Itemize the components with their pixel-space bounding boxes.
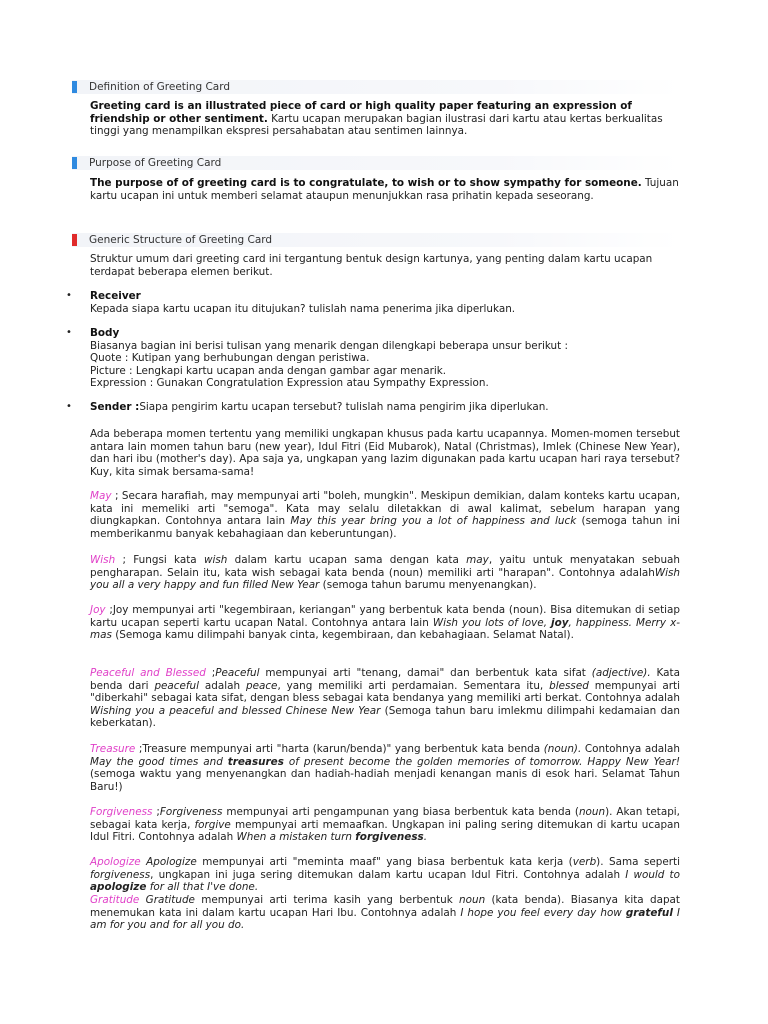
may-example: May this year bring you a lot of happiness and luck — [290, 515, 577, 528]
may-text: ; Secara harafiah, may mempunyai arti "boleh, mungkin". Meskipun demikian, dalam konteks kartu ucapan, kata ini memeliki arti "semoga". Kata may selalu diletakkan di awal kalimat, sebelum harapan yang diungkapkan. Contohnya antara lain — [90, 490, 680, 528]
sender-title: Sender : — [90, 401, 140, 413]
peaceful-example: Wishing you a peaceful and blessed Chinese New Year — [90, 704, 381, 717]
body-line: Biasanya bagian ini berisi tulisan yang menarik dengan dilengkapi beberapa unsur berikut : — [90, 339, 569, 352]
heading-purpose-text: Purpose of Greeting Card — [89, 157, 222, 169]
forgiveness-example: . — [423, 831, 428, 844]
peaceful-text: , yang memiliki arti perdamaian. Sementara itu, — [277, 679, 550, 692]
gratitude-text: mempunyai arti terima kasih yang berbentuk — [194, 894, 460, 906]
keyword-gratitude: Gratitude — [90, 894, 140, 906]
treasure-text: Contohnya adalah — [581, 743, 680, 755]
forgiveness-paragraph — [90, 806, 680, 844]
gratitude-term: Gratitude — [145, 894, 195, 906]
treasure-term: (noun). — [543, 743, 582, 755]
apologize-text: , ungkapan ini juga sering ditemukan dalam kartu ucapan Idul Fitri. Contohnya adalah — [150, 868, 626, 881]
wish-term: wish — [203, 554, 228, 566]
purpose-paragraph — [90, 177, 680, 202]
gratitude-example: I am for you and for all you do. — [90, 906, 680, 932]
wish-example: Wish you all a very happy and fun filled New Year — [90, 566, 680, 592]
peaceful-term: (adjective). — [591, 667, 651, 679]
purpose-normal: Tujuan kartu ucapan ini untuk memberi selamat ataupun menunjukkan rasa prihatin kepada seseorang. — [90, 177, 679, 202]
peaceful-text: ; — [205, 667, 216, 679]
body-line: Expression : Gunakan Congratulation Expression atau Sympathy Expression. — [90, 377, 489, 390]
bullet: • — [66, 327, 72, 338]
peaceful-text: mempunyai arti "diberkahi" sebagai kata sifat, dengan bless sebagai kata bendanya yang memiliki arti berkat. Contohnya adalah — [90, 679, 681, 705]
definition-bold: Greeting card is an illustrated piece of card or high quality paper featuring an expression of friendship or other sentiment. — [90, 100, 632, 125]
bullet: • — [66, 401, 72, 412]
heading-marker-blue — [72, 157, 77, 169]
treasure-paragraph — [90, 743, 680, 793]
heading-definition — [72, 80, 680, 94]
forgiveness-term: noun — [578, 806, 606, 818]
peaceful-term: blessed — [549, 679, 589, 692]
heading-structure-text: Generic Structure of Greeting Card — [89, 234, 273, 246]
body-line: Quote : Kutipan yang berhubungan dengan peristiwa. — [90, 352, 370, 365]
forgiveness-text: mempunyai arti pengampunan yang biasa berbentuk kata benda ( — [222, 806, 579, 818]
definition-paragraph — [90, 100, 680, 138]
may-paragraph — [90, 490, 680, 540]
forgiveness-term: Forgiveness — [159, 806, 223, 818]
wish-text: , yaitu untuk menyatakan sebuah pengharapan. Selain itu, kata wish sebagai kata benda (noun) memiliki arti "harapan". Contohnya adalah — [90, 554, 680, 579]
joy-paragraph — [90, 604, 680, 642]
joy-translation: (Semoga kamu dilimpahi banyak cinta, kegembiraan, dan kebahagiaan. Selamat Natal). — [111, 629, 574, 642]
heading-definition-text: Definition of Greeting Card — [89, 81, 231, 93]
receiver-title: Receiver — [90, 290, 141, 302]
body-title: Body — [90, 327, 120, 339]
apologize-term: forgiveness — [90, 868, 151, 881]
apologize-term: verb — [572, 856, 597, 868]
treasure-example-bold: treasures — [227, 755, 284, 768]
joy-text: ;Joy mempunyai arti "kegembiraan, keriangan" yang berbentuk kata benda (noun). Bisa ditemukan di setiap kartu ucapan seperti kartu ucapan Natal. Contohnya antara lain — [90, 604, 680, 629]
peaceful-term: peaceful — [154, 679, 200, 692]
keyword-forgiveness: Forgiveness — [90, 806, 153, 818]
joy-example: , happiness. Merry x-mas — [90, 616, 680, 642]
moments-intro: Ada beberapa momen tertentu yang memiliki ungkapan khusus pada kartu ucapannya. Momen-momen tersebut antara lain momen tahun baru (new year), Idul Fitri (Eid Mubarok), Natal (Christmas), Imlek (Chinese New Year), dan hari ibu (mother's day). Apa saja ya, ungkapan yang lazim digunakan pada kartu ucapan hari raya tersebut? Kuy, kita simak bersama-sama! — [90, 428, 680, 478]
forgiveness-term: forgive — [194, 818, 231, 831]
wish-paragraph — [90, 554, 680, 592]
keyword-may: May — [90, 490, 112, 502]
treasure-translation: (semoga waktu yang menyenangkan dan hadiah-hadiah menjadi kenangan manis di esok hari. Selamat Tahun Baru!) — [90, 768, 680, 793]
apologize-paragraph — [90, 856, 680, 894]
heading-marker-blue — [72, 81, 77, 93]
heading-structure — [72, 233, 680, 247]
peaceful-text: Kata benda dari — [90, 667, 680, 692]
apologize-example: I would to — [625, 868, 680, 881]
keyword-apologize: Apologize — [90, 856, 141, 868]
keyword-wish: Wish — [90, 554, 116, 566]
heading-marker-red — [72, 234, 77, 246]
keyword-peaceful-blessed: Peaceful and Blessed — [90, 667, 206, 679]
peaceful-text: adalah — [199, 679, 246, 692]
receiver-text: Kepada siapa kartu ucapan itu ditujukan? tulislah nama penerima jika diperlukan. — [90, 302, 516, 315]
heading-purpose — [72, 156, 680, 170]
gratitude-text: (kata benda). Biasanya kita dapat menemukan kata ini dalam kartu ucapan Hari Ibu. Contohnya adalah — [90, 894, 680, 919]
peaceful-translation: (Semoga tahun baru imlekmu dilimpahi kedamaian dan keberkatan). — [90, 704, 680, 730]
forgiveness-example: When a mistaken turn — [236, 831, 356, 844]
apologize-example-bold: apologize — [90, 881, 147, 894]
apologize-example: for all that I've done. — [146, 881, 259, 894]
apologize-term: Apologize — [146, 856, 197, 868]
gratitude-term: noun — [459, 894, 486, 906]
wish-translation: (semoga tahun barumu menyenangkan). — [319, 579, 537, 592]
sender-item — [90, 401, 680, 414]
body-line: Picture : Lengkapi kartu ucapan anda dengan gambar agar menarik. — [90, 364, 447, 377]
wish-text: ; Fungsi kata — [115, 554, 204, 566]
keyword-joy: Joy — [90, 604, 106, 616]
wish-term: may — [466, 554, 489, 566]
keyword-treasure: Treasure — [90, 743, 136, 755]
body-item — [90, 327, 680, 390]
structure-intro: Struktur umum dari greeting card ini tergantung bentuk design kartunya, yang penting dalam kartu ucapan terdapat beberapa elemen berikut. — [90, 253, 653, 278]
peaceful-text: mempunyai arti "tenang, damai" dan berbentuk kata sifat — [259, 667, 592, 679]
forgiveness-text: ; — [152, 806, 160, 818]
apologize-text: ). Sama seperti — [596, 856, 680, 868]
joy-example-bold: joy — [551, 616, 569, 629]
receiver-item — [90, 290, 680, 315]
joy-example: Wish you lots of love, — [432, 616, 552, 629]
definition-normal: Kartu ucapan merupakan bagian ilustrasi dari kartu atau kertas berkualitas tinggi yang menampilkan ekspresi persahabatan atau sentimen lainnya. — [90, 112, 663, 138]
forgiveness-text: ). Akan tetapi, sebagai kata kerja, — [90, 806, 680, 831]
forgiveness-text: mempunyai arti memaafkan. Ungkapan ini paling sering ditemukan di kartu ucapan Idul Fitri. Contohnya adalah — [90, 818, 680, 844]
treasure-example: May the good times and — [90, 755, 228, 768]
forgiveness-example-bold: forgiveness — [355, 831, 424, 844]
may-translation: (semoga tahun ini memberikanmu banyak kebahagiaan dan keberuntungan). — [90, 515, 680, 540]
peaceful-term: Peaceful — [215, 667, 260, 679]
treasure-text: ;Treasure mempunyai arti "harta (karun/benda)" yang berbentuk kata benda — [135, 743, 544, 755]
gratitude-example-bold: grateful — [625, 906, 673, 919]
gratitude-example: I hope you feel every day how — [460, 906, 626, 919]
purpose-bold: The purpose of of greeting card is to congratulate, to wish or to show sympathy for someone. — [90, 177, 642, 189]
wish-text: dalam kartu ucapan sama dengan kata — [227, 554, 467, 566]
sender-text: Siapa pengirim kartu ucapan tersebut? tulislah nama pengirim jika diperlukan. — [139, 401, 549, 413]
peaceful-paragraph — [90, 667, 680, 730]
apologize-text: mempunyai arti "meminta maaf" yang biasa berbentuk kata kerja ( — [196, 856, 573, 868]
gratitude-paragraph — [90, 894, 680, 932]
treasure-example: of present become the golden memories of tomorrow. Happy New Year! — [283, 755, 680, 768]
bullet: • — [66, 290, 72, 301]
peaceful-term: peace — [245, 679, 278, 692]
